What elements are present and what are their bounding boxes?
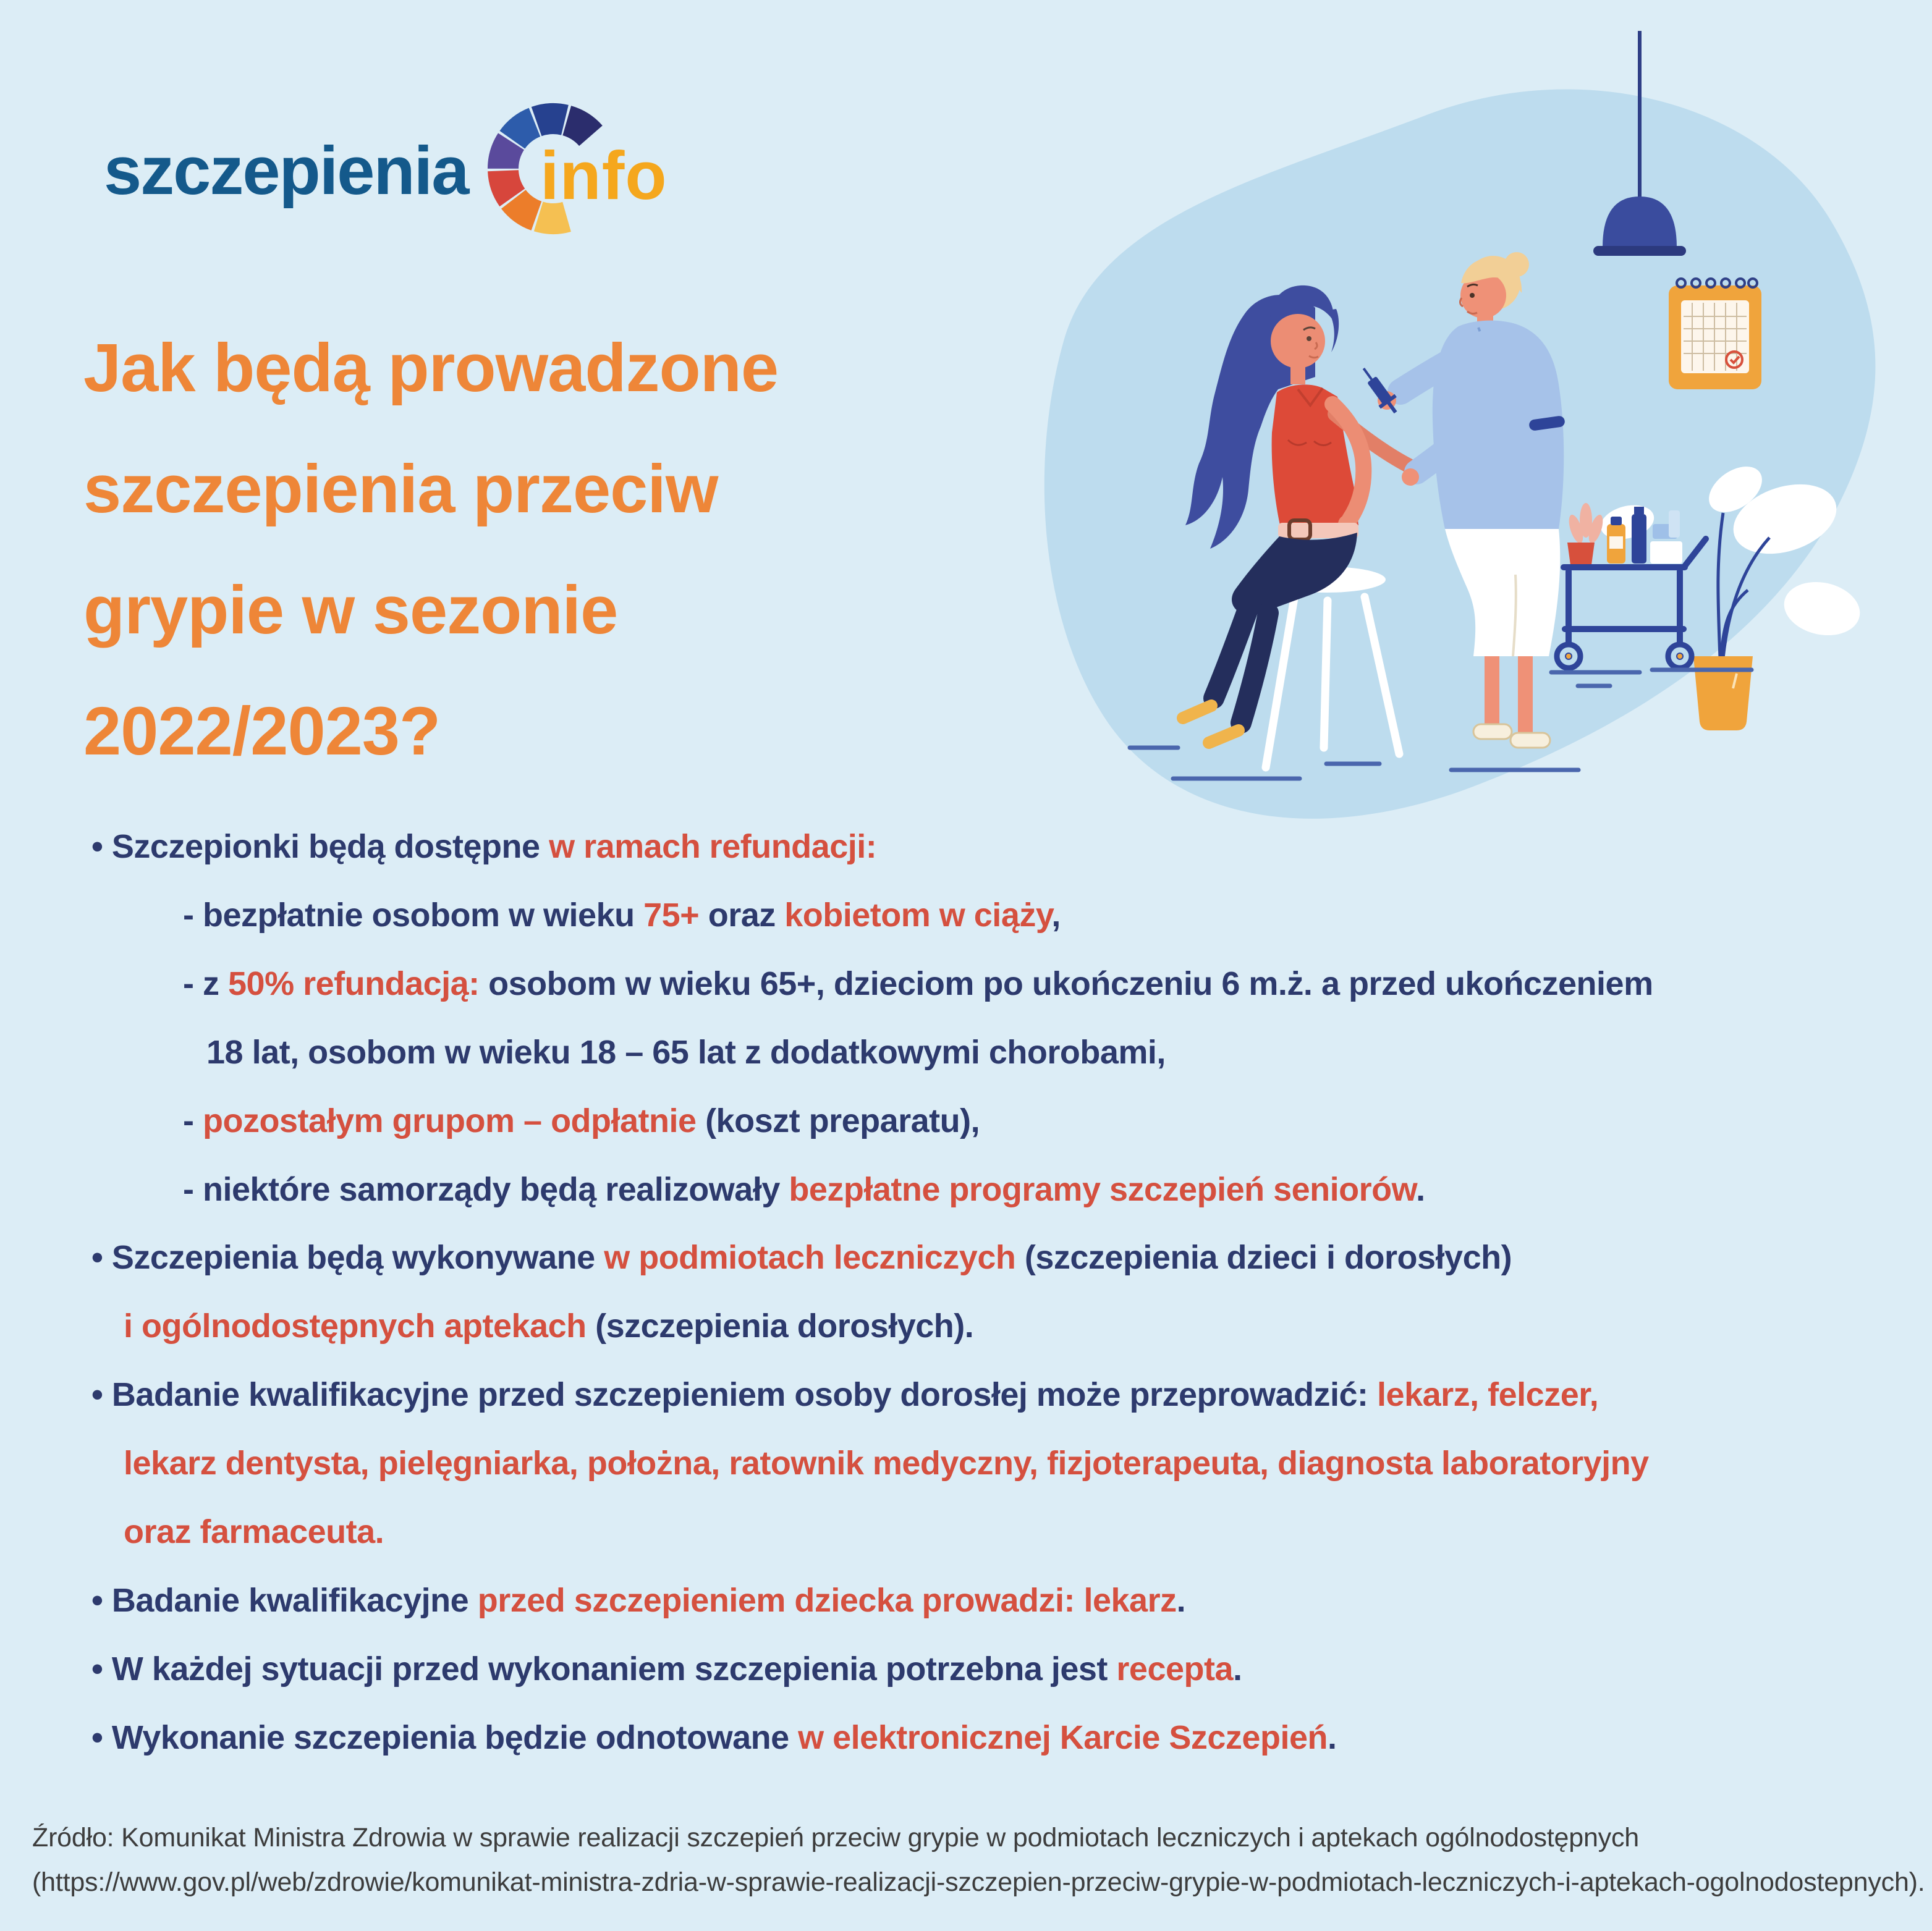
text-segment: - z: [183, 965, 228, 1002]
text-segment: w podmiotach leczniczych: [604, 1239, 1016, 1277]
text-segment: oraz: [699, 896, 785, 934]
text-segment: bezpłatne programy szczepień seniorów: [789, 1170, 1417, 1208]
bullet-line: [124, 1512, 384, 1552]
text-segment: pozostałym grupom – odpłatnie: [203, 1102, 697, 1139]
bullet-line: [183, 1170, 1425, 1210]
bullet-line: [91, 1649, 1242, 1689]
text-segment: oraz farmaceuta.: [124, 1513, 384, 1550]
text-segment: (koszt preparatu),: [696, 1102, 980, 1139]
logo-wordmark: szczepienia: [104, 133, 468, 209]
text-segment: 75+: [643, 896, 700, 934]
text-segment: lekarz dentysta, pielęgniarka, położna, ratownik medyczny, fizjoterapeuta, diagnosta laboratoryjny: [124, 1445, 1649, 1482]
bullet-line: [183, 964, 1653, 1004]
text-segment: (szczepienia dorosłych).: [586, 1308, 974, 1345]
source-line: Źródło: Komunikat Ministra Zdrowia w sprawie realizacji szczepień przeciw grypie w podmiotach leczniczych i aptekach ogólnodostępnych: [32, 1823, 1639, 1853]
text-segment: przed szczepieniem dziecka prowadzi: lekarz: [477, 1581, 1177, 1619]
title-line: grypie w sezonie: [83, 572, 618, 648]
text-segment: • Badanie kwalifikacyjne przed szczepieniem osoby dorosłej może przeprowadzić:: [91, 1376, 1378, 1414]
vaccination-scene-illustration: [1019, 31, 1909, 828]
text-segment: w elektronicznej Karcie Szczepień: [798, 1718, 1328, 1756]
source-note: [32, 1815, 1925, 1904]
text-segment: kobietom w ciąży: [784, 896, 1052, 934]
bullet-line: [91, 1375, 1598, 1415]
title-line: szczepienia przeciw: [83, 451, 718, 527]
calendar-icon: [1669, 279, 1761, 389]
text-segment: .: [1416, 1170, 1425, 1208]
bullet-line: [91, 1238, 1512, 1278]
text-segment: - niektóre samorządy będą realizowały: [183, 1170, 789, 1208]
title-line: 2022/2023?: [83, 693, 441, 769]
bullet-line: [183, 895, 1061, 936]
page-title: [83, 308, 778, 792]
bullet-list: [0, 827, 1932, 1797]
text-segment: w ramach refundacji:: [549, 828, 877, 865]
bullet-line: [91, 827, 876, 867]
title-line: Jak będą prowadzone: [83, 330, 779, 406]
text-segment: osobom w wieku 65+, dzieciom po ukończeniu 6 m.ż. a przed ukończeniem: [479, 965, 1653, 1002]
text-segment: .: [1327, 1718, 1337, 1756]
bullet-line: [124, 1443, 1649, 1484]
text-segment: • Badanie kwalifikacyjne: [91, 1581, 478, 1619]
text-segment: recepta: [1116, 1650, 1234, 1688]
bullet-line: [124, 1306, 973, 1346]
text-segment: .: [1233, 1650, 1242, 1688]
text-segment: • Szczepienia będą wykonywane: [91, 1239, 604, 1277]
text-segment: • Wykonanie szczepienia będzie odnotowane: [91, 1718, 799, 1756]
text-segment: -: [183, 1102, 203, 1139]
source-line: (https://www.gov.pl/web/zdrowie/komunikat-ministra-zdria-w-sprawie-realizacji-szczepien-przeciw-grypie-w-podmiotach-leczniczych-i-aptekach-ogolnodostepnych).: [32, 1867, 1925, 1897]
text-segment: (szczepienia dzieci i dorosłych): [1015, 1239, 1512, 1277]
text-segment: • Szczepionki będą dostępne: [91, 828, 549, 865]
text-segment: • W każdej sytuacji przed wykonaniem szczepienia potrzebna jest: [91, 1650, 1117, 1688]
text-segment: lekarz, felczer,: [1377, 1376, 1599, 1414]
bullet-line: [206, 1033, 1166, 1073]
text-segment: 50% refundacją:: [228, 965, 480, 1002]
bullet-line: [91, 1718, 1337, 1758]
bullet-line: [91, 1581, 1185, 1621]
text-segment: 18 lat, osobom w wieku 18 – 65 lat z dodatkowymi chorobami,: [206, 1033, 1166, 1071]
logo-suffix: info: [540, 138, 667, 214]
text-segment: - bezpłatnie osobom w wieku: [183, 896, 644, 934]
bullet-line: [183, 1101, 980, 1141]
text-segment: i ogólnodostępnych aptekach: [124, 1308, 587, 1345]
text-segment: .: [1176, 1581, 1186, 1619]
text-segment: ,: [1051, 896, 1061, 934]
